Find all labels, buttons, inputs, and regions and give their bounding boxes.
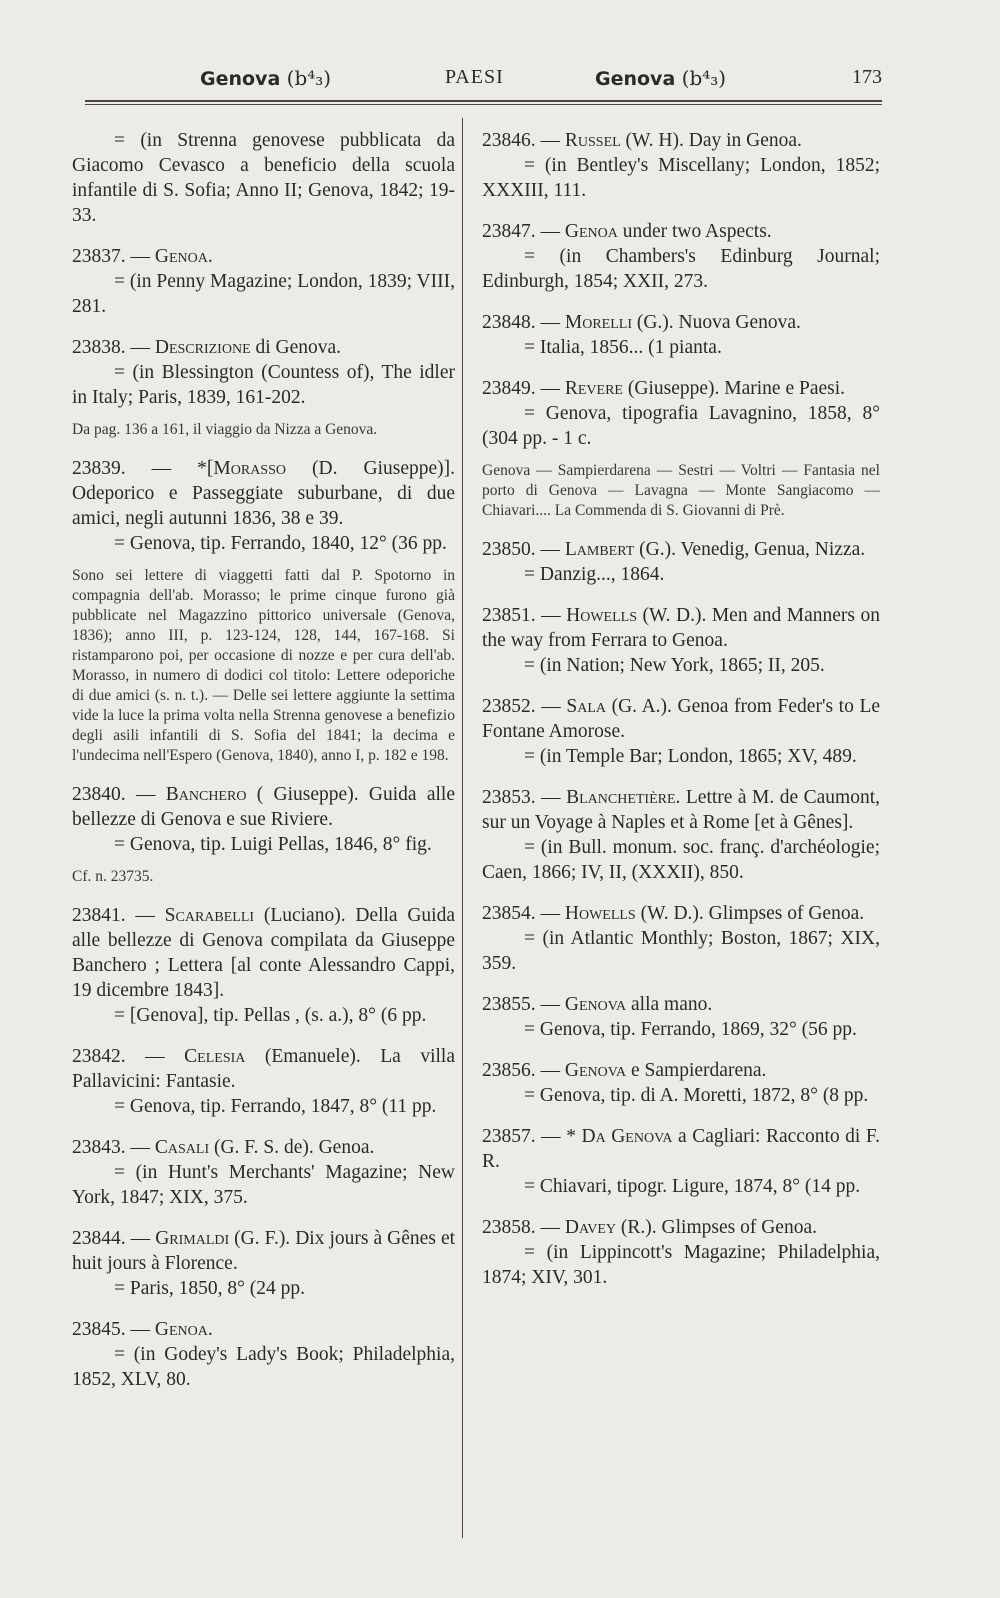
entry-23848 — [482, 310, 880, 360]
entry-number: 23848. — — [482, 312, 565, 333]
entry-23845 — [72, 1317, 455, 1392]
entry-23853 — [482, 785, 880, 885]
entry-number: 23851. — — [482, 605, 567, 626]
entry — [72, 128, 455, 228]
entry-note: Cf. n. 23735. — [72, 868, 154, 885]
entry-number: 23843. — — [72, 1137, 155, 1158]
entry-title: (D. Giuseppe)]. Odeporico e Passeggiate suburbane, di due amici, negli autunni 1836, 38 e 39. — [72, 458, 455, 529]
entry-author: Genoa — [154, 246, 208, 267]
entry-23838 — [72, 335, 455, 410]
entry-author: Blanchetière — [566, 787, 676, 808]
entry-title: (G. F.). Dix jours à Gênes et huit jours à Florence. — [72, 1228, 456, 1274]
entry-author: Genova — [564, 1060, 627, 1081]
header-right — [595, 66, 726, 90]
entry-number: 23857. — * — [482, 1126, 582, 1147]
entry-23850 — [482, 537, 880, 587]
entry-author: Scarabelli — [164, 905, 255, 926]
entry-title: alla mano. — [626, 994, 713, 1015]
entry-note: Da pag. 136 a 161, il viaggio da Nizza a Genova. — [72, 421, 378, 438]
entry-imprint: = (in Bentley's Miscellany; London, 1852; XXXIII, 111. — [482, 155, 880, 201]
entry-title: (W. D.). Men and Manners on the way from Ferrara to Genoa. — [482, 605, 880, 651]
entry-imprint: = (in Godey's Lady's Book; Philadelphia, 1852, XLV, 80. — [72, 1344, 455, 1390]
header-left-sub: (b⁴₃) — [286, 66, 332, 90]
entry-number: 23847. — — [482, 221, 565, 242]
entry-title: a Cagliari: Racconto di F. R. — [482, 1126, 881, 1172]
entry-author: Genoa — [564, 221, 618, 242]
entry-imprint: = Genova, tip. Ferrando, 1840, 12° (36 pp. — [114, 533, 447, 554]
entry-23844 — [72, 1226, 455, 1301]
entry-23852 — [482, 694, 880, 769]
entry-imprint: = Paris, 1850, 8° (24 pp. — [114, 1278, 306, 1299]
entry-title: (Luciano). Della Guida alle bellezze di Genova compilata da Giuseppe Banchero ; Lettera [al conte Alessandro Cappi, 19 dicembre 1843]. — [72, 905, 455, 1001]
entry-23851 — [482, 603, 880, 678]
entry-number: 23839. — *[ — [72, 458, 214, 479]
entry-title: (G.). Nuova Genova. — [631, 312, 801, 333]
page-header — [55, 66, 882, 98]
entry-23840 — [72, 782, 455, 857]
entry-title: (G.). Venedig, Genua, Nizza. — [634, 539, 866, 560]
entry-23857 — [482, 1124, 880, 1199]
entry-imprint: = (in Temple Bar; London, 1865; XV, 489. — [524, 746, 857, 767]
entry-number: 23855. — — [482, 994, 565, 1015]
entry-author: Morelli — [564, 312, 632, 333]
entry-imprint: = Genova, tip. Ferrando, 1869, 32° (56 pp. — [524, 1019, 857, 1040]
entry-author: Genova — [564, 994, 627, 1015]
entry-number: 23837. — — [72, 246, 155, 267]
entry-number: 23845. — — [72, 1319, 155, 1340]
entry-imprint: = (in Atlantic Monthly; Boston, 1867; XIX, 359. — [482, 928, 880, 974]
entry-23841 — [72, 903, 455, 1028]
entry-number: 23849. — — [482, 378, 565, 399]
entry-title: ( Giuseppe). Guida alle bellezze di Genova e sue Riviere. — [72, 784, 455, 830]
header-rule-thin — [85, 104, 882, 105]
entry-note: Sono sei lettere di viaggetti fatti dal P. Spotorno in compagnia dell'ab. Morasso; le prime cinque furono già pubblicate nel Magazzino pittorico universale (Genova, 1836); anno III, p. 123-124, 128, 144, 167-168. Si ristamparono poi, per occasione di nozze e per cura dell'ab. Morasso, in numero di dodici col titolo: Lettere odeporiche di due amici (s. n. t.). — Delle sei lettere aggiunte la settima vide la luce la prima volta nella Strenna genovese a benefizio degli asili infantili di S. Sofia del 1841; la decima e l'undecima nell'Espero (Genova, 1840), anno I, p. 182 e 198. — [72, 567, 455, 764]
entry-title: (G. F. S. de). Genoa. — [209, 1137, 375, 1158]
entry-23843 — [72, 1135, 455, 1210]
entry-number: 23838. — — [72, 337, 155, 358]
entry-23837 — [72, 244, 455, 319]
entry-title: di Genova. — [250, 337, 342, 358]
entry-number: 23850. — — [482, 539, 565, 560]
entry-imprint: = [Genova], tip. Pellas , (s. a.), 8° (6 pp. — [114, 1005, 427, 1026]
entry-author: Casali — [154, 1137, 210, 1158]
entry-imprint: = (in Penny Magazine; London, 1839; VIII, 281. — [72, 271, 455, 317]
entry-23846 — [482, 128, 880, 203]
entry-imprint: = Genova, tipografia Lavagnino, 1858, 8° (304 pp. - 1 c. — [482, 403, 880, 449]
entry-imprint: = (in Lippincott's Magazine; Philadelphia, 1874; XIV, 301. — [482, 1242, 880, 1288]
header-right-title: Genova — [595, 68, 676, 90]
entry-23847 — [482, 219, 880, 294]
entry-author: Davey — [564, 1217, 617, 1238]
header-left — [200, 66, 331, 90]
entry-author: Banchero — [165, 784, 247, 805]
entry-imprint: = (in Strenna genovese pubblicata da Giacomo Cevasco a beneficio della scuola infantile di S. Sofia; Anno II; Genova, 1842; 19-33. — [72, 130, 455, 226]
entry-author: Grimaldi — [155, 1228, 230, 1249]
entry-imprint: = (in Bull. monum. soc. franç. d'archéologie; Caen, 1866; IV, II, (XXXII), 850. — [482, 837, 880, 883]
entry-title: (W. H). Day in Genoa. — [620, 130, 802, 151]
entry-number: 23841. — — [72, 905, 165, 926]
entry-imprint: = Chiavari, tipogr. Ligure, 1874, 8° (14 pp. — [524, 1176, 861, 1197]
entry-number: 23858. — — [482, 1217, 565, 1238]
entry-author: Descrizione — [154, 337, 251, 358]
entry-23856 — [482, 1058, 880, 1108]
entry-23854 — [482, 901, 880, 976]
header-rule — [85, 100, 882, 102]
entry-imprint: = (in Hunt's Merchants' Magazine; New York, 1847; XIX, 375. — [72, 1162, 455, 1208]
entry-imprint: = (in Nation; New York, 1865; II, 205. — [524, 655, 825, 676]
entry-title: (R.). Glimpses of Genoa. — [616, 1217, 817, 1238]
entry-author: Russel — [564, 130, 621, 151]
entry-23839 — [72, 456, 455, 556]
entry-title: (Emanuele). La villa Pallavicini: Fantasie. — [72, 1046, 455, 1092]
entry-author: Genoa — [154, 1319, 208, 1340]
entry-title: (W. D.). Glimpses of Genoa. — [635, 903, 865, 924]
header-section: PAESI — [445, 66, 504, 88]
entry-author: Sala — [566, 696, 606, 717]
entry-title: under two Aspects. — [617, 221, 772, 242]
entry-author: Celesia — [184, 1046, 246, 1067]
entry-imprint: = Italia, 1856... (1 pianta. — [524, 337, 722, 358]
entry-23849 — [482, 376, 880, 451]
entry-imprint: = Genova, tip. Ferrando, 1847, 8° (11 pp. — [114, 1096, 437, 1117]
entry-number: 23844. — — [72, 1228, 156, 1249]
entry-author: Howells — [566, 605, 637, 626]
entry-author: Morasso — [213, 458, 286, 479]
entry-author: Lambert — [564, 539, 635, 560]
entry-imprint: = Danzig..., 1864. — [524, 564, 665, 585]
entry-imprint: = (in Chambers's Edinburg Journal; Edinburgh, 1854; XXII, 273. — [482, 246, 880, 292]
entry-23842 — [72, 1044, 455, 1119]
right-column — [482, 128, 880, 1306]
entry-title: . — [207, 246, 213, 267]
entry-number: 23852. — — [482, 696, 567, 717]
entry-title: . — [207, 1319, 213, 1340]
entry-title: . Lettre à M. de Caumont, sur un Voyage à Naples et à Rome [et à Gênes]. — [482, 787, 881, 833]
entry-author: Da Genova — [581, 1126, 673, 1147]
header-right-sub: (b⁴₃) — [681, 66, 727, 90]
entry-number: 23854. — — [482, 903, 565, 924]
entry-title: (Giuseppe). Marine e Paesi. — [623, 378, 846, 399]
entry-imprint: = Genova, tip. di A. Moretti, 1872, 8° (8 pp. — [524, 1085, 869, 1106]
entry-author: Howells — [564, 903, 636, 924]
header-left-title: Genova — [200, 68, 281, 90]
entry-title: e Sampierdarena. — [626, 1060, 767, 1081]
entry-number: 23842. — — [72, 1046, 185, 1067]
entry-23858 — [482, 1215, 880, 1290]
entry-number: 23846. — — [482, 130, 565, 151]
column-divider — [462, 118, 463, 1538]
entry-note: Genova — Sampierdarena — Sestri — Voltri — Fantasia nel porto di Genova — Lavagna — Monte Sangiacomo — Chiavari.... La Commenda di S. Giovanni di Prè. — [482, 462, 880, 519]
entry-number: 23853. — — [482, 787, 567, 808]
entry-number: 23856. — — [482, 1060, 565, 1081]
page-number: 173 — [852, 66, 882, 88]
entry-number: 23840. — — [72, 784, 166, 805]
entry-23855 — [482, 992, 880, 1042]
entry-author: Revere — [564, 378, 623, 399]
entry-title: (G. A.). Genoa from Feder's to Le Fontane Amorose. — [482, 696, 881, 742]
entry-imprint: = Genova, tip. Luigi Pellas, 1846, 8° fig. — [114, 834, 432, 855]
left-column — [72, 128, 455, 1408]
entry-imprint: = (in Blessington (Countess of), The idler in Italy; Paris, 1839, 161-202. — [72, 362, 455, 408]
